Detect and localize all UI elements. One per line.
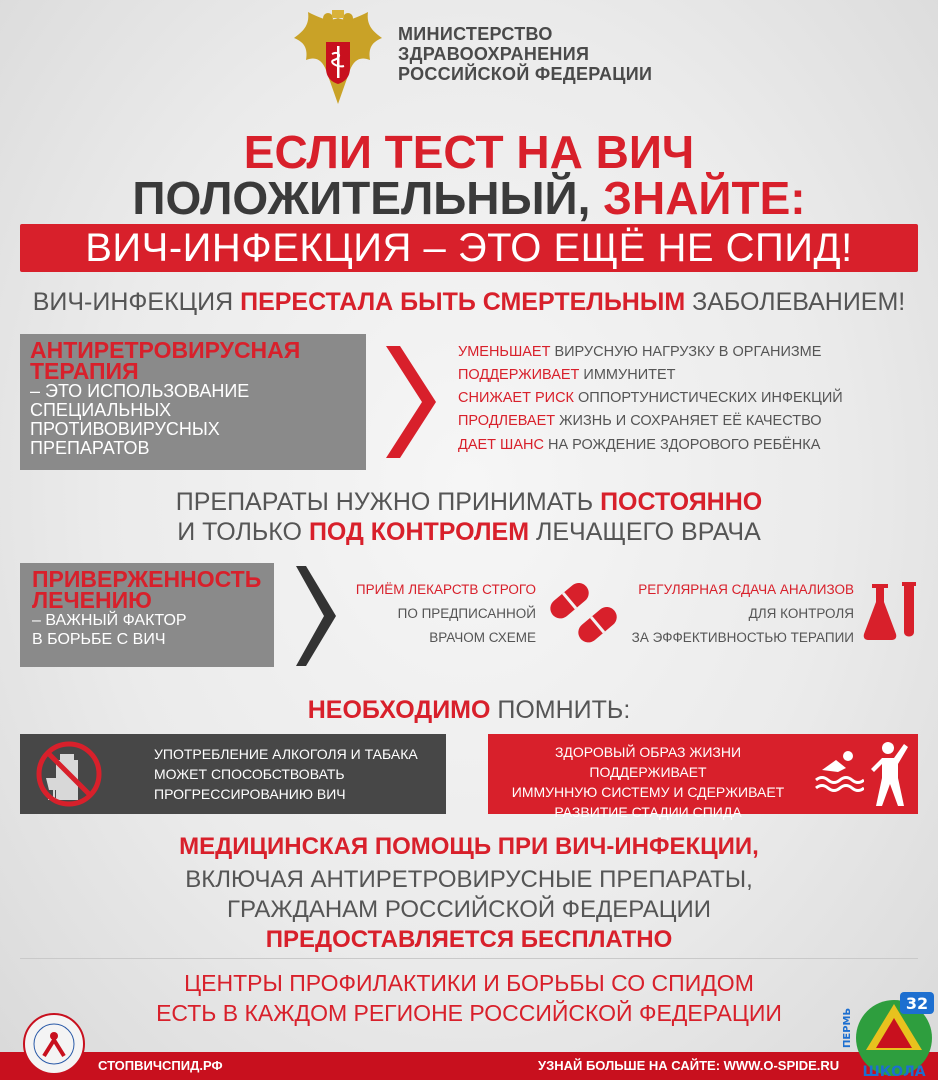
healthy-line2: ИММУННУЮ СИСТЕМУ И СДЕРЖИВАЕТ <box>511 784 785 800</box>
tests-caption <box>610 578 854 650</box>
alcohol-line2: МОЖЕТ СПОСОБСТВОВАТЬ <box>154 766 345 782</box>
alcohol-line1: УПОТРЕБЛЕНИЕ АЛКОГОЛЯ И ТАБАКА <box>154 746 418 762</box>
medical-line1: МЕДИЦИНСКАЯ ПОМОЩЬ ПРИ ВИЧ-ИНФЕКЦИИ, <box>179 833 759 860</box>
regimen-line1 <box>0 488 938 517</box>
divider <box>20 958 918 959</box>
title-line2-part2: ЗНАЙТЕ: <box>603 172 806 224</box>
more-info-text[interactable]: УЗНАЙ БОЛЬШЕ НА САЙТЕ: WWW.O-SPIDE.RU <box>538 1058 840 1073</box>
benefit-key: ПРОДЛЕВАЕТ <box>458 413 556 429</box>
title-banner: ВИЧ-ИНФЕКЦИЯ – ЭТО ЕЩЁ НЕ СПИД! <box>20 224 918 272</box>
ministry-line1: МИНИСТЕРСТВО <box>398 24 553 44</box>
medical-line4: ПРЕДОСТАВЛЯЕТСЯ БЕСПЛАТНО <box>265 926 673 953</box>
remember-part2: ПОМНИТЬ: <box>490 696 631 724</box>
ministry-name <box>398 24 652 84</box>
ministry-line3: РОССИЙСКОЙ ФЕДЕРАЦИИ <box>398 64 653 84</box>
alcohol-warning-text <box>154 744 418 804</box>
pills-caption <box>330 578 536 650</box>
benefit-item <box>458 367 676 383</box>
healthy-lifestyle-text <box>498 742 798 822</box>
stop-hiv-link[interactable]: СТОПВИЧСПИД.РФ <box>98 1058 223 1073</box>
benefit-text: ИММУНИТЕТ <box>579 367 676 383</box>
therapy-title-line1: АНТИРЕТРОВИРУСНАЯ <box>30 337 301 363</box>
no-alcohol-icon <box>32 738 106 810</box>
benefit-key: ДАЕТ ШАНС <box>458 437 544 453</box>
therapy-title-line2: ТЕРАПИЯ <box>30 358 139 384</box>
title-line2 <box>0 174 938 222</box>
statement-part3: ЗАБОЛЕВАНИЕМ! <box>685 288 906 316</box>
svg-text:32: 32 <box>905 994 929 1013</box>
healthy-line1: ЗДОРОВЫЙ ОБРАЗ ЖИЗНИ ПОДДЕРЖИВАЕТ <box>554 744 742 780</box>
therapy-text-line1: – ЭТО ИСПОЛЬЗОВАНИЕ <box>30 381 250 401</box>
adherence-text-line2: В БОРЬБЕ С ВИЧ <box>32 631 166 648</box>
title-line2-part1: ПОЛОЖИТЕЛЬНЫЙ, <box>132 172 604 224</box>
chevron-right-icon <box>386 346 436 458</box>
adherence-box <box>20 563 274 667</box>
regimen-l2-part3: ЛЕЧАЩЕГО ВРАЧА <box>529 518 761 546</box>
regimen-l2-part1: И ТОЛЬКО <box>177 518 309 546</box>
tests-line2: ДЛЯ КОНТРОЛЯ <box>748 606 854 621</box>
therapy-text-line2: СПЕЦИАЛЬНЫХ <box>30 400 172 420</box>
benefit-key: ПОДДЕРЖИВАЕТ <box>458 367 580 383</box>
svg-text:ПЕРМЬ: ПЕРМЬ <box>842 1007 853 1048</box>
benefit-text: НА РОЖДЕНИЕ ЗДОРОВОГО РЕБЁНКА <box>543 437 821 453</box>
benefit-text: ОППОРТУНИСТИЧЕСКИХ ИНФЕКЦИЙ <box>574 390 843 406</box>
tests-line1: РЕГУЛЯРНАЯ СДАЧА АНАЛИЗОВ <box>638 582 854 597</box>
centers-line2: ЕСТЬ В КАЖДОМ РЕГИОНЕ РОССИЙСКОЙ ФЕДЕРАЦИИ <box>156 1000 782 1026</box>
alcohol-warning-box <box>20 734 446 814</box>
remember-part1: НЕОБХОДИМО <box>307 696 491 724</box>
exercise-person-icon <box>868 738 912 810</box>
pills-line2: ПО ПРЕДПИСАННОЙ <box>397 606 536 621</box>
state-emblem-icon <box>292 8 384 106</box>
healthy-line3: РАЗВИТИЕ СТАДИИ СПИДА <box>554 804 742 820</box>
title-line1: ЕСЛИ ТЕСТ НА ВИЧ <box>243 126 695 178</box>
regimen-line2 <box>0 518 938 547</box>
ministry-line2: ЗДРАВООХРАНЕНИЯ <box>398 44 590 64</box>
benefit-item <box>458 390 843 406</box>
statement-part2: ПЕРЕСТАЛА БЫТЬ СМЕРТЕЛЬНЫМ <box>240 288 686 316</box>
benefit-key: УМЕНЬШАЕТ <box>458 344 551 360</box>
therapy-box <box>20 334 366 470</box>
benefit-text: ЖИЗНЬ И СОХРАНЯЕТ ЕЁ КАЧЕСТВО <box>555 413 822 429</box>
swimmer-icon <box>814 744 864 794</box>
centers-line1: ЦЕНТРЫ ПРОФИЛАКТИКИ И БОРЬБЫ СО СПИДОМ <box>184 970 754 996</box>
regimen-l2-part2: ПОД КОНТРОЛЕМ <box>308 518 530 546</box>
school-32-logo <box>842 990 936 1080</box>
medical-line2: ВКЛЮЧАЯ АНТИРЕТРОВИРУСНЫЕ ПРЕПАРАТЫ, <box>185 866 753 893</box>
pills-line3: ВРАЧОМ СХЕМЕ <box>429 630 536 645</box>
tests-line3: ЗА ЭФФЕКТИВНОСТЬЮ ТЕРАПИИ <box>631 630 854 645</box>
adherence-text-line1: – ВАЖНЫЙ ФАКТОР <box>32 612 187 629</box>
pills-line1: ПРИЁМ ЛЕКАРСТВ СТРОГО <box>355 582 536 597</box>
benefit-item <box>458 344 821 360</box>
footer-bar <box>0 1052 938 1080</box>
healthy-lifestyle-box <box>488 734 918 820</box>
remember-heading <box>0 696 938 725</box>
regimen-l1-part2: ПОСТОЯННО <box>600 488 763 516</box>
adherence-title-line2: ЛЕЧЕНИЮ <box>32 587 152 613</box>
alcohol-line3: ПРОГРЕССИРОВАНИЮ ВИЧ <box>154 786 346 802</box>
medical-line3: ГРАЖДАНАМ РОССИЙСКОЙ ФЕДЕРАЦИИ <box>227 896 711 923</box>
adherence-title-line1: ПРИВЕРЖЕННОСТЬ <box>32 566 262 592</box>
therapy-text-line4: ПРЕПАРАТОВ <box>30 438 150 458</box>
benefit-text: ВИРУСНУЮ НАГРУЗКУ В ОРГАНИЗМЕ <box>550 344 822 360</box>
svg-text:ШКОЛА: ШКОЛА <box>862 1064 926 1080</box>
regimen-l1-part1: ПРЕПАРАТЫ НУЖНО ПРИНИМАТЬ <box>175 488 601 516</box>
statement-part1: ВИЧ-ИНФЕКЦИЯ <box>32 288 241 316</box>
stop-hiv-campaign-logo <box>22 1012 86 1076</box>
benefit-item <box>458 437 820 453</box>
benefit-item <box>458 413 822 429</box>
therapy-text-line3: ПРОТИВОВИРУСНЫХ <box>30 419 220 439</box>
lab-flask-icon <box>862 578 920 642</box>
statement-line <box>0 288 938 317</box>
benefit-key: СНИЖАЕТ РИСК <box>458 390 574 406</box>
